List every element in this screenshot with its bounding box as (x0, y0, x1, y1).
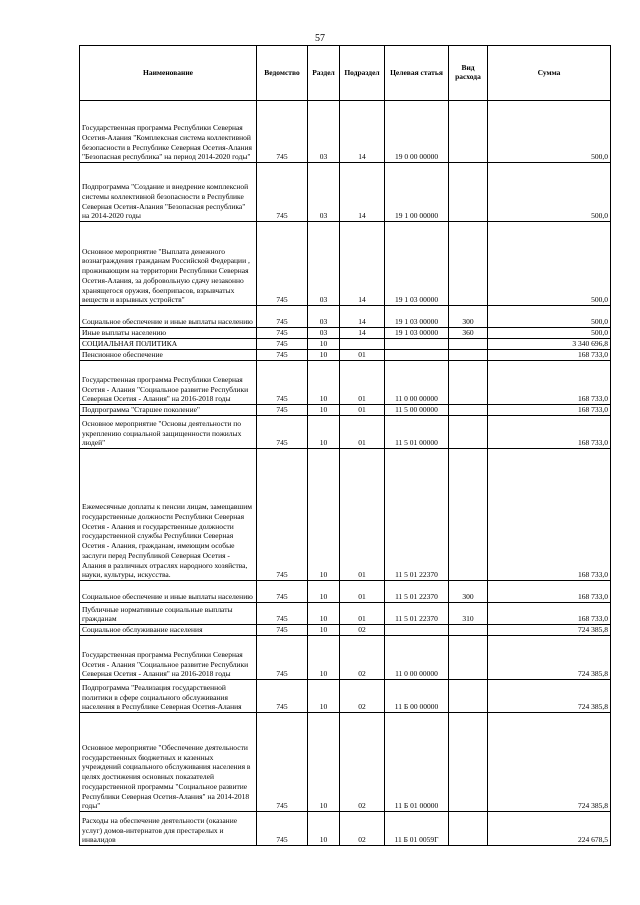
row-vid: 360 (449, 328, 488, 339)
row-ved: 745 (257, 416, 308, 449)
row-ved: 745 (257, 680, 308, 713)
budget-table (79, 45, 611, 846)
header-vid: Вид расхода (449, 46, 488, 101)
row-summa: 168 733,0 (488, 405, 611, 416)
row-statya: 11 5 01 00000 (385, 416, 449, 449)
table-row (80, 361, 611, 405)
row-name: Государственная программа Республики Северная Осетия - Алания "Социальное развитие Республики Северная Осетия - Алания" на 2016-2018 годы (80, 361, 257, 405)
row-summa: 168 733,0 (488, 416, 611, 449)
row-vid (449, 350, 488, 361)
row-razdel: 03 (308, 222, 340, 306)
row-razdel: 10 (308, 581, 340, 603)
row-statya: 19 1 00 00000 (385, 163, 449, 222)
row-vid (449, 636, 488, 680)
row-name: Основное мероприятие "Основы деятельности по укреплению социальной защищенности пожилых людей" (80, 416, 257, 449)
row-podrazdel: 01 (340, 603, 385, 625)
row-ved: 745 (257, 306, 308, 328)
row-summa: 500,0 (488, 306, 611, 328)
row-statya (385, 339, 449, 350)
table-row (80, 328, 611, 339)
row-ved: 745 (257, 625, 308, 636)
table-row (80, 306, 611, 328)
row-vid (449, 339, 488, 350)
row-name: Подпрограмма "Реализация государственной политики в сфере социального обслуживания населения в Республике Северная Осетия-Алания (80, 680, 257, 713)
row-ved: 745 (257, 222, 308, 306)
table-row (80, 350, 611, 361)
row-summa: 3 340 696,8 (488, 339, 611, 350)
row-podrazdel: 14 (340, 306, 385, 328)
row-name: Социальное обеспечение и иные выплаты населению (80, 306, 257, 328)
row-statya (385, 625, 449, 636)
row-razdel: 10 (308, 713, 340, 812)
row-summa: 224 678,5 (488, 812, 611, 846)
row-podrazdel: 01 (340, 416, 385, 449)
table-row (80, 222, 611, 306)
row-name: Ежемесячные доплаты к пенсии лицам, замещавшим государственные должности Республики Северная Осетия - Алания и государственные должности государственной службы Республики Северная Осетия - Алания, гражданам, имеющим особые заслуги перед Республикой Северная Осетия - Алания в различных отраслях народного хозяйства, науки, культуры, искусства. (80, 449, 257, 581)
row-statya: 11 0 00 00000 (385, 361, 449, 405)
row-vid: 300 (449, 581, 488, 603)
row-summa: 500,0 (488, 222, 611, 306)
row-razdel: 10 (308, 449, 340, 581)
row-name: Социальное обеспечение и иные выплаты населению (80, 581, 257, 603)
row-name: Пенсионное обеспечение (80, 350, 257, 361)
row-podrazdel: 01 (340, 581, 385, 603)
row-podrazdel: 01 (340, 350, 385, 361)
row-podrazdel: 02 (340, 636, 385, 680)
row-statya: 19 1 03 00000 (385, 222, 449, 306)
table-row (80, 812, 611, 846)
row-podrazdel: 14 (340, 101, 385, 163)
row-name: Подпрограмма "Старшее поколение" (80, 405, 257, 416)
row-ved: 745 (257, 449, 308, 581)
row-summa: 168 733,0 (488, 350, 611, 361)
row-razdel: 10 (308, 603, 340, 625)
row-razdel: 10 (308, 350, 340, 361)
row-summa: 724 385,8 (488, 625, 611, 636)
row-name: Основное мероприятие "Выплата денежного вознаграждения гражданам Российской Федерации , проживающим на территории Республики Северная Осетия-Алания, за добровольную сдачу незаконно хранящегося оружия, боеприпасов, взрывчатых веществ и взрывных устройств" (80, 222, 257, 306)
row-razdel: 03 (308, 306, 340, 328)
header-podrazdel: Подраздел (340, 46, 385, 101)
table-row (80, 163, 611, 222)
row-statya: 11 5 01 22370 (385, 603, 449, 625)
row-statya: 11 5 01 22370 (385, 449, 449, 581)
row-razdel: 03 (308, 163, 340, 222)
row-name: Основное мероприятие "Обеспечение деятельности государственных бюджетных и казенных учреждений социального обслуживания населения в целях достижения основных показателей государственной программы "Социальное развитие Республики Северная Осетия-Алания" на 2014-2018 годы" (80, 713, 257, 812)
row-name: Государственная программа Республики Северная Осетия - Алания "Социальное развитие Республики Северная Осетия - Алания" на 2016-2018 годы (80, 636, 257, 680)
row-podrazdel: 14 (340, 163, 385, 222)
row-ved: 745 (257, 328, 308, 339)
row-vid (449, 405, 488, 416)
row-name: Подпрограмма "Создание и внедрение комплексной системы коллективной безопасности в Республике Северная Осетия-Алания "Безопасная республика" на 2014-2020 годы (80, 163, 257, 222)
row-vid (449, 101, 488, 163)
row-ved: 745 (257, 603, 308, 625)
table-row (80, 581, 611, 603)
row-name: Иные выплаты населению (80, 328, 257, 339)
row-statya: 11 5 01 22370 (385, 581, 449, 603)
row-podrazdel: 02 (340, 625, 385, 636)
row-summa: 724 385,8 (488, 680, 611, 713)
row-summa: 168 733,0 (488, 603, 611, 625)
table-row (80, 405, 611, 416)
header-name: Наименование (80, 46, 257, 101)
row-razdel: 10 (308, 361, 340, 405)
row-summa: 500,0 (488, 328, 611, 339)
table-row (80, 416, 611, 449)
row-razdel: 10 (308, 625, 340, 636)
row-ved: 745 (257, 339, 308, 350)
row-summa: 500,0 (488, 101, 611, 163)
row-razdel: 10 (308, 339, 340, 350)
row-name: Расходы на обеспечение деятельности (оказание услуг) домов-интернатов для престарелых и инвалидов (80, 812, 257, 846)
row-razdel: 03 (308, 101, 340, 163)
row-name: СОЦИАЛЬНАЯ ПОЛИТИКА (80, 339, 257, 350)
row-razdel: 10 (308, 636, 340, 680)
table-row (80, 449, 611, 581)
row-vid (449, 163, 488, 222)
row-statya: 19 1 03 00000 (385, 328, 449, 339)
row-summa: 168 733,0 (488, 449, 611, 581)
row-podrazdel (340, 339, 385, 350)
row-vid (449, 680, 488, 713)
table-row (80, 339, 611, 350)
row-name: Социальное обслуживание населения (80, 625, 257, 636)
row-summa: 168 733,0 (488, 581, 611, 603)
row-vid (449, 812, 488, 846)
table-row (80, 625, 611, 636)
row-razdel: 10 (308, 812, 340, 846)
row-podrazdel: 01 (340, 405, 385, 416)
row-ved: 745 (257, 350, 308, 361)
row-vid (449, 222, 488, 306)
row-podrazdel: 14 (340, 222, 385, 306)
row-ved: 745 (257, 361, 308, 405)
row-statya: 11 Б 01 00000 (385, 713, 449, 812)
row-podrazdel: 02 (340, 713, 385, 812)
row-statya: 11 Б 01 0059Г (385, 812, 449, 846)
row-vid (449, 361, 488, 405)
row-name: Государственная программа Республики Северная Осетия-Алания "Комплексная система коллективной безопасности в Республике Северная Осетия-Алания "Безопасная республика" на период 2014-2020 годы" (80, 101, 257, 163)
row-statya: 11 Б 00 00000 (385, 680, 449, 713)
table-row (80, 636, 611, 680)
header-summa: Сумма (488, 46, 611, 101)
row-vid (449, 416, 488, 449)
table-row (80, 713, 611, 812)
row-summa: 168 733,0 (488, 361, 611, 405)
row-statya: 19 1 03 00000 (385, 306, 449, 328)
row-vid (449, 449, 488, 581)
header-statya: Целевая статья (385, 46, 449, 101)
row-razdel: 10 (308, 416, 340, 449)
row-ved: 745 (257, 812, 308, 846)
header-razdel: Раздел (308, 46, 340, 101)
row-vid (449, 713, 488, 812)
row-name: Публичные нормативные социальные выплаты гражданам (80, 603, 257, 625)
row-podrazdel: 01 (340, 449, 385, 581)
row-ved: 745 (257, 163, 308, 222)
row-podrazdel: 01 (340, 361, 385, 405)
page-number: 57 (315, 33, 325, 44)
row-summa: 500,0 (488, 163, 611, 222)
row-razdel: 10 (308, 405, 340, 416)
table-header-row (80, 46, 611, 101)
table-row (80, 680, 611, 713)
row-ved: 745 (257, 101, 308, 163)
row-razdel: 10 (308, 680, 340, 713)
table-row (80, 101, 611, 163)
row-statya: 11 5 00 00000 (385, 405, 449, 416)
row-statya: 11 0 00 00000 (385, 636, 449, 680)
row-vid: 310 (449, 603, 488, 625)
row-statya: 19 0 00 00000 (385, 101, 449, 163)
row-ved: 745 (257, 405, 308, 416)
row-podrazdel: 02 (340, 812, 385, 846)
row-vid (449, 625, 488, 636)
table-row (80, 603, 611, 625)
row-podrazdel: 14 (340, 328, 385, 339)
header-ved: Ведомство (257, 46, 308, 101)
row-summa: 724 385,8 (488, 636, 611, 680)
row-vid: 300 (449, 306, 488, 328)
row-ved: 745 (257, 713, 308, 812)
row-ved: 745 (257, 636, 308, 680)
row-ved: 745 (257, 581, 308, 603)
row-summa: 724 385,8 (488, 713, 611, 812)
row-razdel: 03 (308, 328, 340, 339)
row-statya (385, 350, 449, 361)
row-podrazdel: 02 (340, 680, 385, 713)
